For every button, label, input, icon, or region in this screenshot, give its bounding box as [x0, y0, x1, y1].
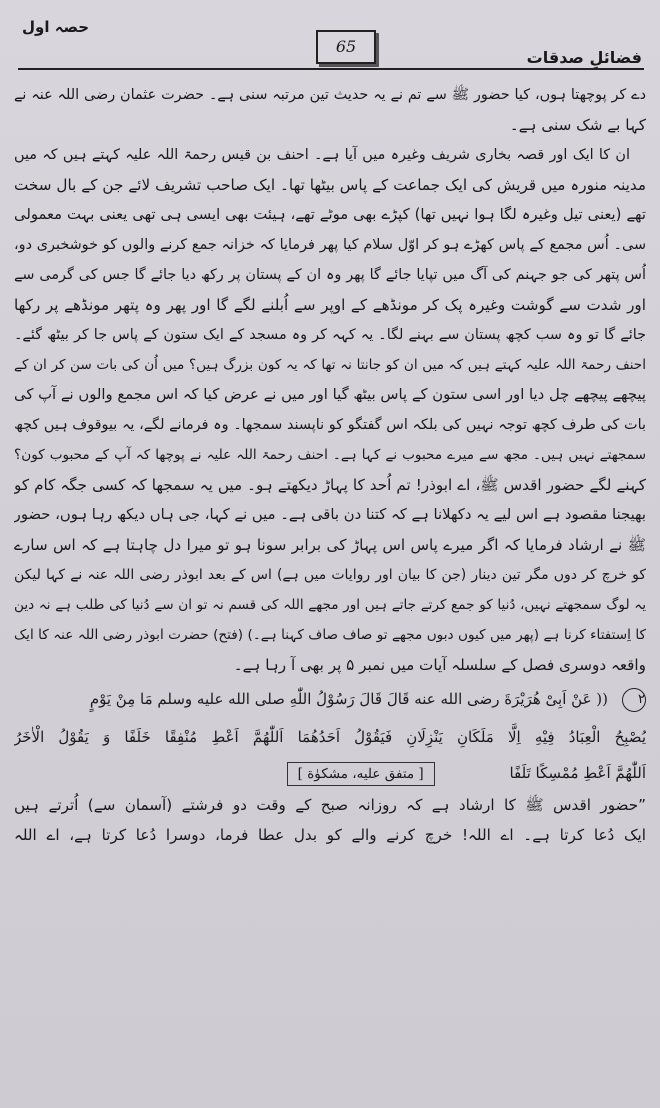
hadith-arabic-text: اَللّٰهُمَّ اَعْطِ مُمْسِكًا تَلَفًا: [509, 764, 646, 782]
page-header: [0, 0, 660, 70]
text-line: دے کر پوچھتا ہوں، کیا حضور ﷺ سے تم نے یہ حدیث تین مرتبہ سنی ہے۔ حضرت عثمان رضی اللہ عنہ نے: [14, 87, 646, 103]
text-line: بھیجنا مقصود ہے اس لیے یہ دکھلانا ہے کہ کتنا دن باقی ہے۔ میں نے کہا، جی ہاں دیکھ رہا ہوں، حضور: [14, 506, 646, 523]
translation-line: ”حضور اقدس ﷺ کا ارشاد ہے کہ روزانہ صبح کے وقت دو فرشتے (آسمان سے) اُترتے ہیں: [14, 796, 646, 814]
text-line: کا اِستفتاء کرنا ہے (پھر میں کیوں دبوں مجھے تو صاف صاف کہنا ہے۔) (فتح) حضرت ابوذر رضی اللہ عنہ کا ایک: [14, 627, 646, 643]
text-line: کہنے لگے حضور اقدس ﷺ، اے ابوذر! تم اُحد کا پہاڑ دیکھتے ہو۔ میں یہ سمجھا کہ کسی جگہ کام کو: [14, 476, 646, 494]
hadith-arabic-line: یُصْبِحُ الْعِبَادُ فِیْهِ اِلَّا مَلَكَانِ یَنْزِلَانِ فَیَقُوْلُ اَحَدُهُمَا اَللّٰهُمَّ اَعْطِ مُنْفِقًا خَلَفًا وَ یَقُوْلُ الْاٰخَرُ: [14, 728, 646, 746]
text-line: اُس پتھر کی جو جہنم کی آگ میں تپایا جائے گا پھر وہ ان کے پستان پر رکھ دیا جائے گا جس کی گرمی سے: [14, 267, 646, 283]
text-line: واقعہ دوسری فصل کے سلسلہ آیات میں نمبر ۵ پر بھی آ رہا ہے۔: [233, 656, 646, 674]
header-divider: [18, 68, 644, 70]
section-label: حصہ اول: [22, 18, 90, 36]
text-line: پیچھے پیچھے چل دیا اور اسی ستون کے پاس بیٹھ گیا اور میں نے عرض کیا کہ اس مجمع والوں نے آپ کی: [14, 386, 646, 403]
text-line: ﷺ نے ارشاد فرمایا کہ اگر میرے پاس اس پہاڑ کی برابر سونا ہو تو میرا دل چاہتا ہے کہ اس سارے: [14, 536, 646, 554]
hadith-number: ۲: [622, 688, 646, 712]
text-line: مدینہ منورہ میں قریش کی ایک جماعت کے پاس بیٹھا تھا۔ ایک صاحب تشریف لائے جن کے بال سخت: [14, 176, 646, 194]
text-line: سی۔ اُس مجمع کے پاس کھڑے ہو کر اوّل سلام کیا پھر فرمایا کہ خزانہ جمع کرنے والوں کو خوشخبری دو،: [14, 237, 646, 253]
page-body: [14, 80, 646, 850]
text-line: یہ لوگ سمجھتے نہیں، دُنیا کو جمع کرتے جاتے ہیں اور مجھے اللہ کی قسم نہ تو ان سے دُنیا کی طلب ہے نہ دین: [14, 597, 646, 613]
text-line: جائے گا تو وہ سب کچھ پستان سے بہنے لگا۔ یہ کہہ کر وہ مسجد کے ایک ستون کے پاس جا کر بیٹھ گئے۔: [14, 327, 646, 343]
book-title: فضائلِ صدقات: [526, 48, 642, 67]
text-line: تھے (یعنی تیل وغیرہ لگا ہوا نہیں تھا) کپڑے بھی موٹے تھے، ہیئت بھی ایسی ہی تھی یعنی بہت معمولی: [14, 206, 646, 223]
text-line: کہا بے شک سنی ہے۔: [509, 116, 646, 134]
text-line: اور شدت سے گوشت وغیرہ پک کر مونڈھے کے اوپر سے اُبلنے لگے گا اور پھر وہ پتھر مونڈھے پر رکھا: [14, 296, 646, 314]
text-line: احنف رحمۃ اللہ علیہ کہتے ہیں کہ میں ان کو جانتا نہ تھا کہ یہ کون بزرگ ہیں؟ میں اُن کی بات سن کر ان کے: [14, 357, 646, 373]
text-line: بات کی طرف کچھ توجہ نہیں کی بلکہ اس گفتگو کو ناپسند سمجھا۔ وہ فرمانے لگے، یہ بیوقوف ہیں کچھ: [14, 417, 646, 433]
translation-line: ایک دُعا کرتا ہے۔ اے اللہ! خرچ کرنے والے کو بدل عطا فرما، دوسرا دُعا کرتا ہے، اے اللہ: [14, 826, 646, 844]
hadith-arabic-line: [14, 680, 646, 718]
hadith-reference: [ متفق علیه، مشکوٰة ]: [287, 762, 435, 786]
hadith-arabic-line: [14, 756, 646, 790]
text-line: سمجھتے نہیں ہیں۔ مجھ سے میرے محبوب نے کہا ہے۔ احنف رحمۃ اللہ علیہ نے پوچھا کہ آپ کے محبوب کون؟: [14, 447, 646, 463]
page-number: 65: [316, 30, 376, 64]
text-line: کو خرچ کر دوں مگر تین دینار (جن کا بیان اور روایات میں ہے) اس کے بعد ابوذر رضی اللہ عنہ نے کہا لیکن: [14, 567, 646, 583]
hadith-arabic-text: (( عَنْ اَبِیْ هُرَیْرَةَ رضی الله عنه قَالَ قَالَ رَسُوْلُ اللّٰهِ صلی الله علیه وسلم مَا مِنْ یَوْمٍ: [89, 690, 608, 708]
text-line: ان کا ایک اور قصہ بخاری شریف وغیرہ میں آیا ہے۔ احنف بن قیس رحمۃ اللہ علیہ کہتے ہیں کہ میں: [14, 147, 630, 163]
